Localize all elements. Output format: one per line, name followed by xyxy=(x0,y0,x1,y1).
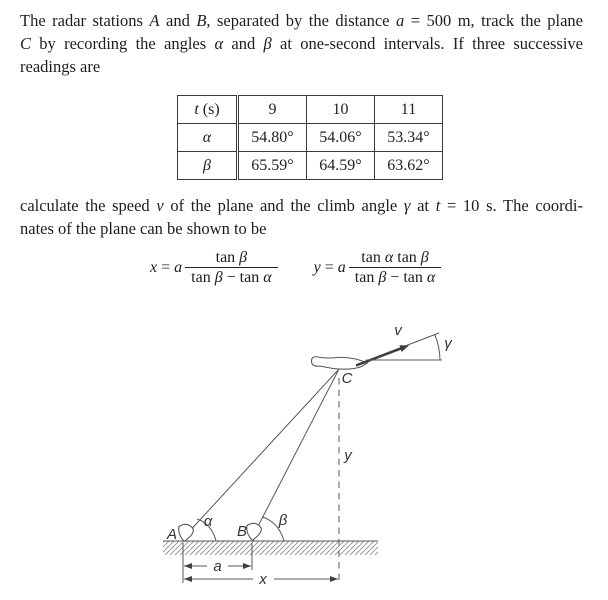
table-cell: 53.34° xyxy=(375,124,443,152)
equation-lhs: x = a xyxy=(150,258,183,276)
table-cell: 54.06° xyxy=(307,124,375,152)
dimension-arrowhead-icon xyxy=(243,563,251,569)
table-row xyxy=(178,152,443,180)
label-beta: β xyxy=(278,512,288,529)
label-coordinate-y: y xyxy=(344,447,352,464)
table-cell: 10 xyxy=(307,96,375,124)
fraction xyxy=(185,249,278,286)
table-cell: 9 xyxy=(238,96,307,124)
dimension-arrowhead-icon xyxy=(330,576,338,582)
label-station-a: A xyxy=(166,526,178,543)
table-row-label-alpha: α xyxy=(178,124,238,152)
plane-icon xyxy=(312,357,368,369)
equation-y xyxy=(314,249,442,286)
problem-statement xyxy=(20,9,583,78)
table-row xyxy=(178,124,443,152)
table-cell: 63.62° xyxy=(375,152,443,180)
label-coordinate-x: x xyxy=(259,571,267,588)
paragraph-line: C by recording the angles α and β at one-second intervals. If three successive xyxy=(20,34,584,53)
fraction-numerator: tan β xyxy=(215,249,248,266)
dimension-arrowhead-icon xyxy=(184,576,192,582)
velocity-arrowhead-icon xyxy=(399,345,409,352)
radar-dish-a-icon xyxy=(179,524,194,541)
gamma-arc xyxy=(435,335,440,360)
equation-lhs: y = a xyxy=(313,258,346,276)
radar-dish-b-icon xyxy=(247,523,262,540)
fraction xyxy=(349,249,442,286)
table-cell: 64.59° xyxy=(307,152,375,180)
sight-line-b xyxy=(254,369,339,534)
sight-line-a xyxy=(186,369,339,535)
radar-tracking-diagram xyxy=(0,320,608,600)
equation-x xyxy=(150,249,278,286)
label-station-b: B xyxy=(236,523,248,540)
table-row-label-beta: β xyxy=(178,152,238,180)
table-cell: 54.80° xyxy=(238,124,307,152)
velocity-arrow xyxy=(356,349,401,366)
label-distance-a: a xyxy=(213,558,222,575)
fraction-numerator: tan α tan β xyxy=(361,249,429,266)
readings-table xyxy=(177,95,443,180)
paragraph-line: calculate the speed v of the plane and the climb angle γ at t = 10 s. The coordi- xyxy=(20,196,583,215)
label-velocity: v xyxy=(394,322,402,339)
table-cell: 11 xyxy=(375,96,443,124)
fraction-denominator: tan β − tan α xyxy=(185,267,278,286)
table-cell: 65.59° xyxy=(238,152,307,180)
table-row xyxy=(178,96,443,124)
paragraph-line: nates of the plane can be shown to be xyxy=(20,219,267,238)
paragraph-line: readings are xyxy=(20,57,101,76)
fraction-denominator: tan β − tan α xyxy=(349,267,442,286)
paragraph-line: The radar stations A and B, separated by the distance a = 500 m, track the plane xyxy=(20,11,583,30)
ground-hatch xyxy=(163,542,378,556)
table-row-label-t: t (s) xyxy=(178,96,238,124)
problem-statement-continued xyxy=(20,194,583,240)
dimension-arrowhead-icon xyxy=(184,563,192,569)
label-gamma: γ xyxy=(444,335,452,352)
label-alpha: α xyxy=(203,513,213,530)
coordinate-equations xyxy=(150,249,441,286)
label-plane-c: C xyxy=(341,370,353,387)
